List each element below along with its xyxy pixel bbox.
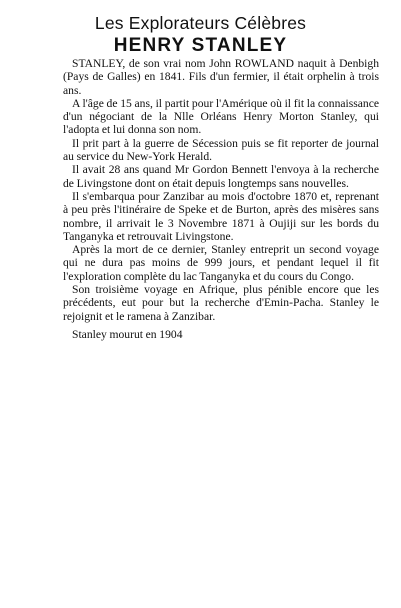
paragraph-civil-war: Il prit part à la guerre de Sécession puis se fit reporter de journal au service du New-York Herald. [63,136,379,164]
paragraph-adoption: A l'âge de 15 ans, il partit pour l'Amérique où il fit la connaissance d'un négociant de la Nlle Orléans Henry Morton Stanley, qui l'adopta et lui donna son nom. [63,96,379,137]
paragraph-third-voyage: Son troisième voyage en Afrique, plus pénible encore que les précédents, eut pour but la recherche d'Emin-Pacha. Stanley le rejoignit et le ramena à Zanzibar. [63,283,379,323]
paragraph-second-voyage: Après la mort de ce dernier, Stanley entreprit un second voyage qui ne dura pas moins de 999 jours, et pendant lequel il fit l'exploration complète du lac Tanganyka et du cours du Congo. [63,243,379,283]
paragraph-zanzibar: Il s'embarqua pour Zanzibar au mois d'octobre 1870 et, reprenant à peu près l'itinéraire de Speke et de Burton, après des misères sans nombre, il arrivait le 3 Novembre 1871 à Oujiji sur les bords du Tanganyka et retrouvait Livingstone. [63,189,379,243]
subject-name: HENRY STANLEY [113,35,288,56]
closing-line: Stanley mourut en 1904 [72,327,183,341]
series-title: Les Explorateurs Célèbres [94,13,307,33]
paragraph-birth: STANLEY, de son vrai nom John ROWLAND naquit à Denbigh (Pays de Galles) en 1841. Fils d'un fermier, il était orphelin à trois ans. [63,57,379,97]
biography-text [63,57,379,341]
paragraph-search-livingstone: Il avait 28 ans quand Mr Gordon Bennett l'envoya à la recherche de Livingstone dont on était depuis longtemps sans nouvelles. [63,163,379,190]
